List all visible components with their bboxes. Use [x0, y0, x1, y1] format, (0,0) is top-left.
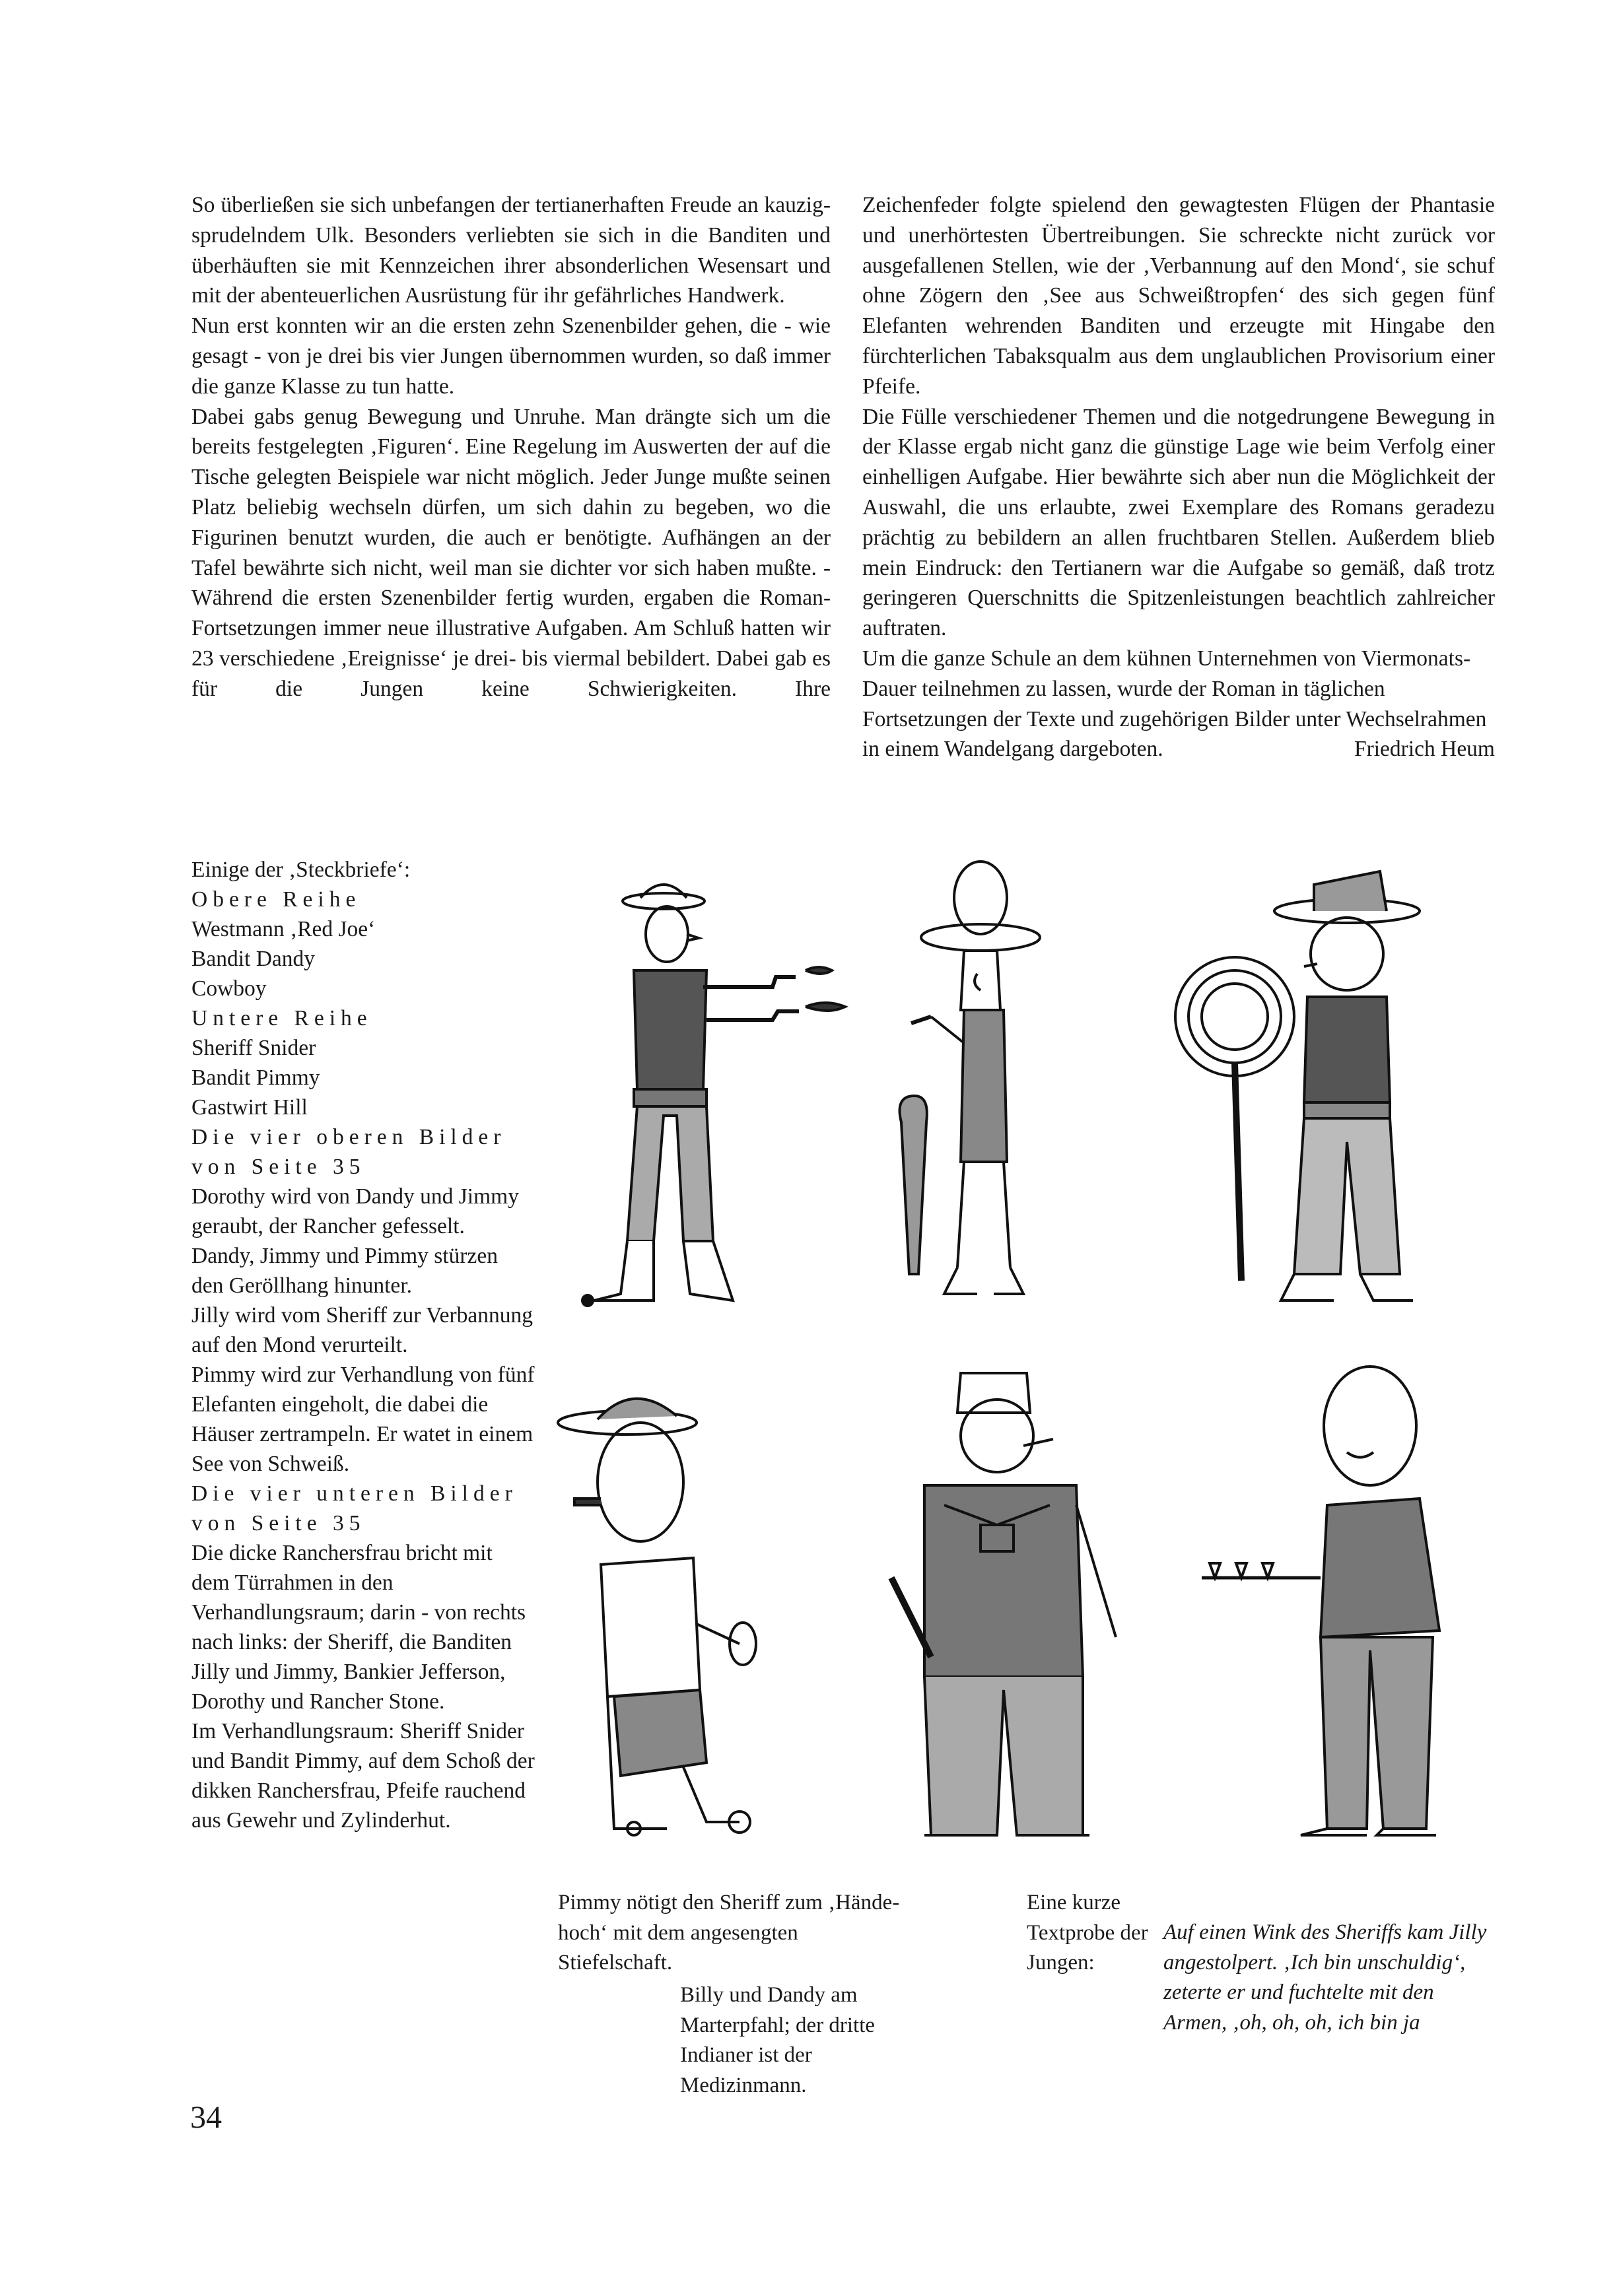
section-heading-upper: Obere Reihe [191, 887, 361, 912]
paragraph: So überließen sie sich unbefangen der tertianerhaften Freude an kauzig-sprudelndem Ulk. Besonders verliebten sie sich in die Banditen und überhäuften sie mit Kennzeichen ihrer absonderlichen Wesensart und mit der abenteuerlichen Ausrüstung für ihr gefährliches Handwerk. [191, 193, 831, 308]
list-item: Jilly wird vom Sheriff zur Verbannung auf den Mond verurteilt. [191, 1303, 534, 1357]
list-item: Sheriff Snider [191, 1036, 316, 1060]
list-item: Cowboy [191, 976, 267, 1001]
caption-pimmy [558, 1888, 901, 1978]
list-item: Im Verhandlungsraum: Sheriff Snider und Bandit Pimmy, auf dem Schoß der dikken Ranchersfrau, Pfeife rauchend aus Gewehr und Zylinderhut. [191, 1719, 535, 1833]
section-heading-four-upper: Die vier oberen Bilder von Seite 35 [191, 1125, 506, 1179]
caption-textprobe-label [1027, 1888, 1159, 1978]
section-heading-four-lower: Die vier unteren Bilder von Seite 35 [191, 1481, 518, 1536]
caption-text: Pimmy nötigt den Sheriff zum ‚Hände-hoch‘ mit dem angesengten Stiefelschaft. [558, 1891, 900, 1975]
list-item: Westmann ‚Red Joe‘ [191, 917, 376, 941]
list-item: Die dicke Ranchersfrau bricht mit dem Türrahmen in den Verhandlungsraum; darin - von rechts nach links: der Sheriff, die Banditen Jilly und Jimmy, Bankier Jefferson, Dorothy und Rancher Stone. [191, 1541, 526, 1714]
list-item: Dorothy wird von Dandy und Jimmy geraubt, der Rancher gefesselt. [191, 1184, 519, 1238]
list-item: Bandit Dandy [191, 947, 316, 971]
author-signature: Friedrich Heum [1354, 737, 1495, 762]
text-column-left [191, 190, 831, 704]
list-item: Gastwirt Hill [191, 1095, 308, 1120]
paragraph: Nun erst konnten wir an die ersten zehn Szenenbilder gehen, die - wie gesagt - von je drei bis vier Jungen übernommen wurden, so daß immer die ganze Klasse zu tun hatte. [191, 314, 831, 399]
illustration-cowboy [1136, 865, 1479, 1320]
illustration-westmann [548, 871, 891, 1320]
caption-text: Auf einen Wink des Sheriffs kam Jilly angestolpert. ‚Ich bin unschuldig‘, zeterte er und fuchtelte mit den Armen, ‚oh, oh, oh, ich bin ja [1163, 1920, 1487, 2035]
list-item: Bandit Pimmy [191, 1065, 320, 1090]
sidebar-intro: Einige der ‚Steckbriefe‘: [191, 858, 411, 882]
illustration-sheriff [541, 1367, 852, 1881]
list-item: Pimmy wird zur Verhandlung von fünf Elefanten eingeholt, die dabei die Häuser zertrampeln. Er watet in einem See von Schweiß. [191, 1363, 535, 1476]
page-number: 34 [190, 2100, 222, 2135]
text-column-right [862, 190, 1495, 764]
illustration-bandit-pimmy [865, 1360, 1149, 1875]
caption-textprobe [1163, 1918, 1494, 2038]
section-heading-lower: Untere Reihe [191, 1006, 372, 1030]
illustration-bandit-dandy [865, 858, 1076, 1334]
caption-text: Eine kurze Textprobe der Jungen: [1027, 1891, 1148, 1975]
paragraph: Um die ganze Schule an dem kühnen Unternehmen von Viermonats-Dauer teilnehmen zu lassen, wurde der Roman in täglichen Fortsetzungen der Texte und zugehörigen Bilder unter Wechselrahmen in einem Wandelgang dargeboten. [862, 646, 1487, 762]
caption-text: Billy und Dandy am Marterpfahl; der dritte Indianer ist der Medizinmann. [680, 1983, 876, 2097]
paragraph: Dabei gabs genug Bewegung und Unruhe. Man drängte sich um die bereits festgelegten ‚Figuren‘. Eine Regelung im Auswerten der auf die Tische gelegten Beispiele war nicht möglich. Jeder Junge mußte seinen Platz beliebig wechseln dürfen, um sich dahin zu begeben, wo die Figurinen benutzt wurden, die auch er benötigte. Aufhängen an der Tafel bewährte sich nicht, weil man sie dichter vor sich haben mußte. - Während die ersten Szenenbilder fertig wurden, ergaben die Roman-Fortsetzungen immer neue illustrative Aufgaben. Am Schluß hatten wir 23 verschiedene ‚Ereignisse‘ je drei- bis viermal bebildert. Dabei gab es für die Jungen keine Schwierigkeiten. Ihre [191, 404, 831, 701]
caption-billy [680, 1980, 905, 2101]
paragraph: Die Fülle verschiedener Themen und die notgedrungene Bewegung in der Klasse ergab nicht ganz die günstige Lage wie beim Verfolg einer einhelligen Aufgabe. Hier bewährte sich aber nun die Möglichkeit der Auswahl, die uns erlaubte, zwei Exemplare des Romans geradezu prächtig zu bebildern an allen fruchtbaren Stellen. Außerdem blieb mein Eindruck: den Tertianern war die Aufgabe so gemäß, daß trotz geringeren Querschnitts die Spitzenleistungen beachtlich zahlreicher auftraten. [862, 404, 1495, 641]
sidebar-captions [191, 855, 535, 1835]
illustration-gastwirt-hill [1202, 1353, 1479, 1862]
list-item: Dandy, Jimmy und Pimmy stürzen den Geröllhang hinunter. [191, 1244, 499, 1298]
paragraph: Zeichenfeder folgte spielend den gewagtesten Flügen der Phantasie und unerhörtesten Übertreibungen. Sie schreckte nicht zurück vor ausgefallenen Stellen, wie der ‚Verbannung auf den Mond‘, sie schuf ohne Zögern den ‚See aus Schweißtropfen‘ des sich gegen fünf Elefanten wehrenden Banditen und erzeugte mit Hingabe den fürchterlichen Tabaksqualm aus dem unglaublichen Provisorium einer Pfeife. [862, 193, 1495, 399]
